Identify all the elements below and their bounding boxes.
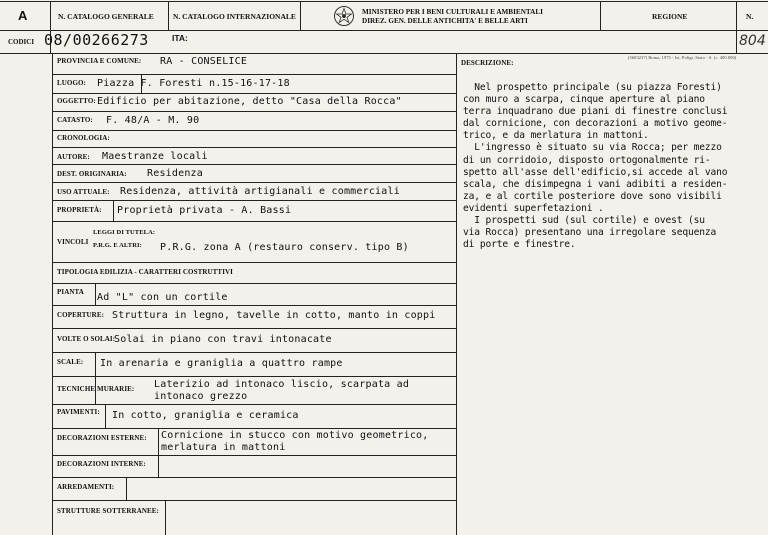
cell-divider bbox=[158, 428, 159, 455]
oggetto-label: OGGETTO: bbox=[57, 97, 96, 105]
uso-attuale-value: Residenza, attività artigianali e commerciali bbox=[120, 186, 400, 197]
pianta-value: Ad "L" con un cortile bbox=[97, 292, 228, 303]
row-divider bbox=[52, 111, 456, 112]
row-divider bbox=[52, 262, 456, 263]
descrizione-line: evidenti superfetazioni . bbox=[463, 202, 604, 214]
header-divider bbox=[300, 1, 301, 30]
catasto-label: CATASTO: bbox=[57, 116, 93, 124]
row-divider bbox=[52, 74, 456, 75]
pavimenti-value: In cotto, graniglia e ceramica bbox=[112, 410, 299, 421]
autore-label: AUTORE: bbox=[57, 153, 90, 161]
vincoli-label: VINCOLI bbox=[57, 238, 89, 246]
autore-value: Maestranze locali bbox=[102, 151, 208, 162]
coperture-value: Struttura in legno, tavelle in cotto, manto in coppi bbox=[112, 310, 436, 321]
cronologia-label: CRONOLOGIA: bbox=[57, 134, 110, 142]
prg-altri-label: P.R.G. E ALTRI: bbox=[93, 242, 142, 249]
numero-label: N. bbox=[746, 12, 754, 21]
body-left-border bbox=[52, 53, 53, 535]
decorazioni-esterne-value-line1: Cornicione in stucco con motivo geometrico, bbox=[161, 430, 429, 441]
catalogo-internazionale-label: N. CATALOGO INTERNAZIONALE bbox=[173, 12, 296, 21]
volte-solai-label: VOLTE O SOLAI: bbox=[57, 335, 116, 343]
cell-divider bbox=[165, 500, 166, 535]
handwritten-number: 804 bbox=[739, 33, 766, 49]
provincia-label: PROVINCIA E COMUNE: bbox=[57, 57, 142, 65]
catasto-value: F. 48/A - M. 90 bbox=[106, 115, 200, 126]
ministry-line1: MINISTERO PER I BENI CULTURALI E AMBIENTALI bbox=[362, 8, 543, 16]
codici-label: CODICI bbox=[8, 38, 35, 46]
row-divider bbox=[52, 305, 456, 306]
cell-divider bbox=[158, 455, 159, 477]
header-top-border bbox=[0, 1, 768, 2]
coperture-label: COPERTURE: bbox=[57, 311, 105, 319]
provincia-value: RA - CONSELICE bbox=[160, 56, 248, 67]
dest-originaria-value: Residenza bbox=[147, 168, 203, 179]
descrizione-text bbox=[463, 82, 763, 251]
descrizione-line: za, e al cortile posteriore dove sono visibili bbox=[463, 190, 722, 202]
vincoli-value: P.R.G. zona A (restauro conserv. tipo B) bbox=[160, 242, 409, 253]
pianta-label: PIANTA bbox=[57, 288, 84, 296]
scale-value: In arenaria e graniglia a quattro rampe bbox=[100, 358, 343, 369]
row-divider bbox=[52, 404, 456, 405]
row-divider bbox=[52, 221, 456, 222]
header-divider bbox=[600, 1, 601, 30]
pavimenti-label: PAVIMENTI: bbox=[57, 408, 100, 416]
row-divider bbox=[52, 376, 456, 377]
cell-divider bbox=[105, 404, 106, 428]
descrizione-line: terra inquadrano due piani di finestre conclusi bbox=[463, 106, 728, 118]
ministry-line2: DIREZ. GEN. DELLE ANTICHITA' E BELLE ARTI bbox=[362, 17, 528, 25]
header-divider bbox=[168, 1, 169, 30]
decorazioni-esterne-value-line2: merlatura in mattoni bbox=[161, 442, 286, 453]
row-divider bbox=[52, 500, 456, 501]
descrizione-line: di un corridoio, disposto ortogonalmente ri- bbox=[463, 154, 711, 166]
tecniche-murarie-label: TECNICHE MURARIE: bbox=[57, 385, 135, 393]
descrizione-line: I prospetti sud (sul cortile) e ovest (su bbox=[463, 215, 705, 227]
descrizione-line: scala, che disimpegna i vani adibiti a residen- bbox=[463, 178, 728, 190]
row-divider bbox=[52, 328, 456, 329]
descrizione-line: di porte e finestre. bbox=[463, 239, 576, 251]
uso-attuale-label: USO ATTUALE: bbox=[57, 188, 110, 196]
row-divider bbox=[52, 283, 456, 284]
descrizione-line: Nel prospetto principale (su piazza Foresti) bbox=[463, 82, 722, 93]
decorazioni-esterne-label: DECORAZIONI ESTERNE: bbox=[57, 434, 147, 442]
descrizione-line: via Rocca) presentano una irregolare sequenza bbox=[463, 227, 717, 239]
descrizione-line: dal cornicione, con decorazioni a motivo geome- bbox=[463, 118, 728, 130]
tecniche-murarie-value-line1: Laterizio ad intonaco liscio, scarpata ad bbox=[154, 379, 410, 390]
volte-solai-value: Solai in piano con travi intonacate bbox=[114, 334, 332, 345]
row-divider bbox=[52, 352, 456, 353]
luogo-label: LUOGO: bbox=[57, 79, 86, 87]
arredamenti-label: ARREDAMENTI: bbox=[57, 483, 115, 491]
cell-divider bbox=[126, 477, 127, 500]
proprieta-value: Proprietà privata - A. Bassi bbox=[117, 205, 292, 216]
row-divider bbox=[52, 164, 456, 165]
row-divider bbox=[52, 130, 456, 131]
oggetto-value: Edificio per abitazione, detto "Casa della Rocca" bbox=[97, 96, 402, 107]
descrizione-line: L'ingresso è situato su via Rocca; per mezzo bbox=[463, 142, 722, 154]
section-letter: A bbox=[18, 8, 28, 23]
dest-originaria-label: DEST. ORIGINARIA: bbox=[57, 170, 127, 178]
cell-divider bbox=[113, 200, 114, 221]
tecniche-murarie-value-line2: intonaco grezzo bbox=[154, 391, 248, 402]
strutture-sotterranee-label: STRUTTURE SOTTERRANEE: bbox=[57, 507, 159, 515]
row-divider bbox=[52, 477, 456, 478]
body-middle-border bbox=[456, 53, 457, 535]
catalogo-generale-label: N. CATALOGO GENERALE bbox=[58, 12, 154, 21]
luogo-value: Piazza F. Foresti n.15-16-17-18 bbox=[97, 78, 290, 89]
leggi-tutela-label: LEGGI DI TUTELA: bbox=[93, 229, 156, 236]
ita-label: ITA: bbox=[172, 33, 188, 43]
descrizione-line: trico, e da merlatura in mattoni. bbox=[463, 130, 649, 142]
row-divider bbox=[52, 182, 456, 183]
row-divider bbox=[52, 93, 456, 94]
regione-label: REGIONE bbox=[652, 12, 688, 21]
catalogo-number: 08/00266273 bbox=[44, 31, 149, 49]
proprieta-label: PROPRIETÀ: bbox=[57, 206, 102, 214]
cell-divider bbox=[95, 283, 96, 305]
row-divider bbox=[52, 455, 456, 456]
descrizione-line: spetto all'asse dell'edificio,si accede al vano bbox=[463, 166, 728, 178]
row-divider bbox=[52, 147, 456, 148]
decorazioni-interne-label: DECORAZIONI INTERNE: bbox=[57, 460, 146, 468]
print-note: (5603237) Roma, 1975 - Ist. Poligr. Stato - S. (c. 400.000) bbox=[628, 55, 737, 60]
republic-emblem-icon bbox=[333, 5, 355, 27]
cell-divider bbox=[95, 352, 96, 376]
descrizione-label: DESCRIZIONE: bbox=[461, 59, 514, 67]
header-divider bbox=[736, 1, 737, 53]
header-bottom-border bbox=[0, 53, 768, 54]
scale-label: SCALE: bbox=[57, 358, 84, 366]
row-divider bbox=[52, 428, 456, 429]
descrizione-line: con muro a scarpa, cinque aperture al piano bbox=[463, 94, 705, 106]
tipologia-label: TIPOLOGIA EDILIZIA - CARATTERI COSTRUTTIVI bbox=[57, 268, 234, 276]
